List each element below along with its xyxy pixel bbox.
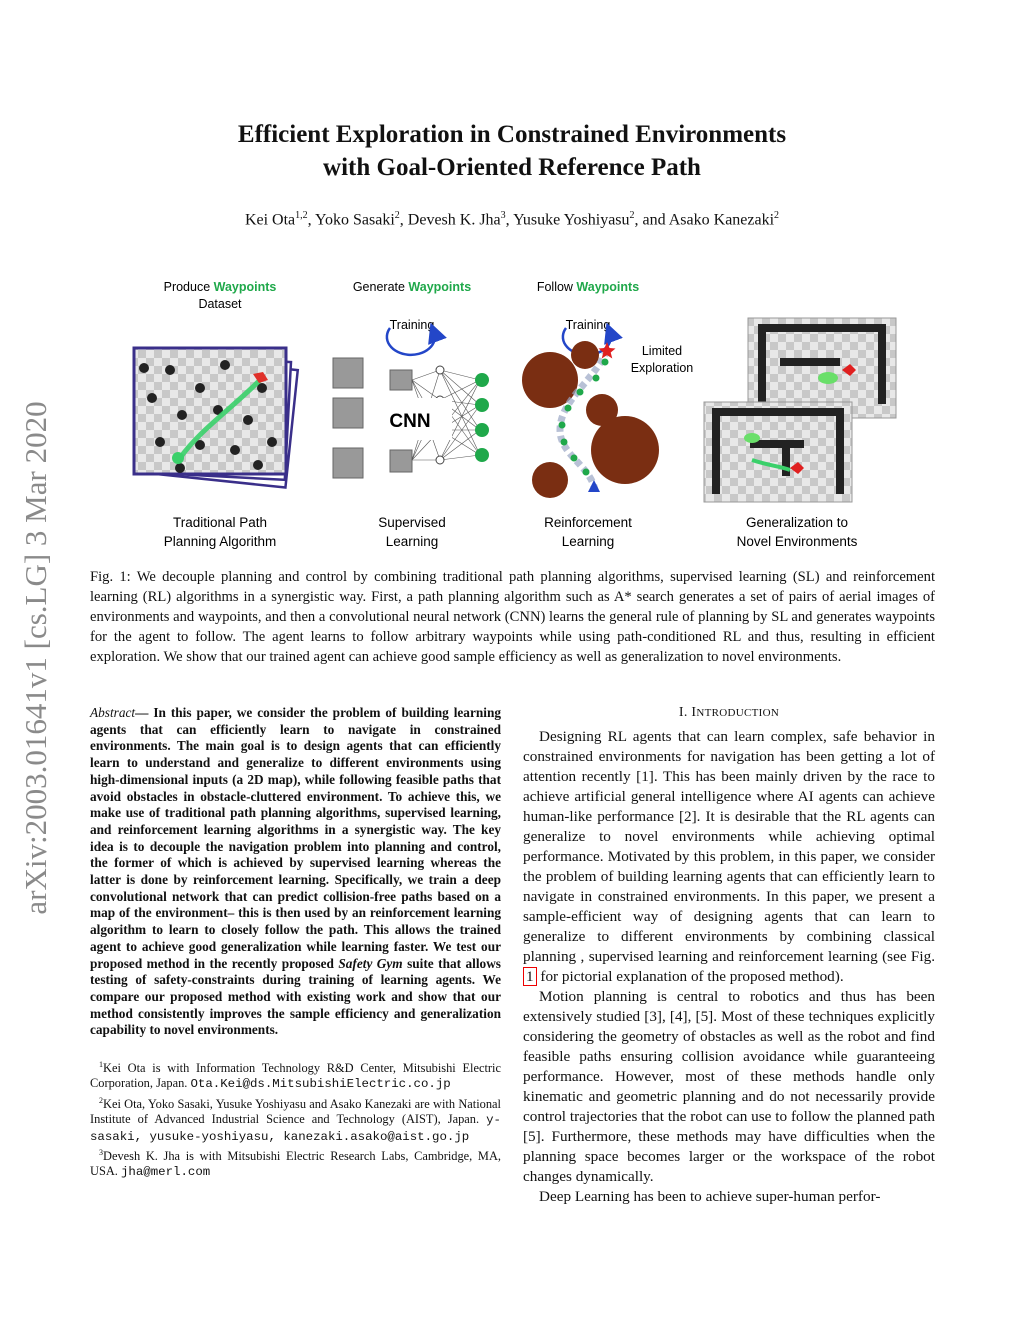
- author-affiliation: 2: [629, 210, 635, 221]
- title-line-2: with Goal-Oriented Reference Path: [323, 154, 701, 181]
- author-name: Asako Kanezaki: [668, 211, 775, 229]
- stage2-caption: Supervised: [378, 515, 446, 530]
- stage3-caption-2: Learning: [561, 534, 615, 549]
- cnn-network: [333, 358, 489, 478]
- stage1-caption-2: Planning Algorithm: [163, 534, 277, 549]
- limited-exploration-label: Limited: [641, 344, 683, 358]
- stage1-caption: Traditional Path: [172, 515, 268, 530]
- author-name: Yusuke Yoshiyasu: [513, 211, 630, 229]
- arxiv-sidebar: [18, 355, 54, 960]
- paragraph: Motion planning is central to robotics and thus has been extensively studied [3], [4], [5]. Most of these techniques explicitly considering the geometry of obstacles as well as the robot and find feasible paths ensuring collision avoidance while guaranteeing performance. However, most of these methods handle only kinematic and geometric planning and do not necessarily provide control trajectories that the robot can use to follow the planned path [5]. Furthermore, these methods may have difficulties when the planning space becomes larger or the workspace of the robot changes dynamically.: [523, 988, 935, 1185]
- stage4-caption-2: Novel Environments: [736, 534, 858, 549]
- figure-diagram: [90, 270, 935, 560]
- abstract-lead: Abstract: [90, 705, 136, 720]
- novel-environment-renders: [704, 318, 896, 502]
- stage1-label-2: Dataset: [198, 297, 242, 311]
- paper-title: [0, 118, 1024, 184]
- training-label-2: Training: [565, 318, 611, 332]
- right-column: [523, 705, 935, 1207]
- footnote: $^2$Kei Ota, Yoko Sasaki, Yusuke Yoshiyasu and Asako Kanezaki are with National Institute of Advanced Industrial Science and Technology (AIST), Japan. y-sasaki, yusuke-yoshiyasu, kanezaki.asako@aist.go.jp: [90, 1095, 501, 1144]
- author-name: Yoko Sasaki: [315, 211, 395, 229]
- paragraph: Deep Learning has been to achieve super-human perfor-: [539, 1188, 881, 1205]
- author-list: Kei Ota$^{1,2}$, Yoko Sasaki$^2$, Devesh K. Jha$^3$, Yusuke Yoshiyasu$^2$, and Asako Kanezaki$^2$: [244, 210, 780, 229]
- footnote: $^3$Devesh K. Jha is with Mitsubishi Electric Research Labs, Cambridge, MA, USA. jha@merl.com: [90, 1147, 501, 1180]
- paragraph: Designing RL agents that can learn complex, safe behavior in constrained environments for navigation has been getting a lot of attention recently [1]. This has been mainly driven by the race to achieve artificial general intelligence where AI agents can achieve human-like performance [2]. It is desirable that the RL agents can generalize to novel environments while achieving optimal performance. Motivated by this problem, in this paper, we consider the problem of building learning agents that can efficiently learn to navigate in constrained environments. In this paper, we present a sample-efficient way of designing agents that can learn to generalize to different environments by combining classical planning , supervised learning and reinforcement learning (see Fig. 1 for pictorial explanation of the proposed method).: [523, 728, 935, 985]
- footnote: $^1$Kei Ota is with Information Technology R&D Center, Mitsubishi Electric Corporation, Japan. Ota.Kei@ds.MitsubishiElectric.co.jp: [90, 1060, 501, 1092]
- author-affiliation: 2: [394, 210, 400, 221]
- figure-reference-link[interactable]: 1: [523, 967, 537, 986]
- arxiv-identifier: arXiv:2003.01641v1 [cs.LG] 3 Mar 2020: [18, 400, 53, 915]
- left-column: [90, 705, 501, 1181]
- introduction-body: [523, 727, 935, 1207]
- section-heading-introduction: I. INTRODUCTION: [678, 705, 780, 720]
- stage1-label: Produce Waypoints: [163, 280, 277, 294]
- stage2-label: Generate Waypoints: [352, 280, 472, 294]
- author-affiliation: 1,2: [295, 210, 308, 221]
- waypoint-dataset-maps: [134, 348, 298, 488]
- stage4-caption: Generalization to: [745, 515, 849, 530]
- author-name: Kei Ota: [244, 211, 296, 229]
- figure-caption: Fig. 1: We decouple planning and control by combining traditional path planning algorithms, supervised learning (SL) and reinforcement learning (RL) algorithms in a synergistic way. First, a path planning algorithm such as A* search generates a set of pairs of aerial images of environments and waypoints, and then a convolutional neural network (CNN) learns the general rule of planning by SL and generates waypoints for the agent to follow. The agent learns to follow arbitrary waypoints while using path-conditioned RL and thus, resulting in efficient exploration. We show that our trained agent can achieve good sample efficiency as well as generalization to novel environments.: [90, 569, 935, 665]
- title-line-1: Efficient Exploration in Constrained Environments: [237, 121, 787, 148]
- abstract: Abstract— In this paper, we consider the problem of building learning agents that can efficiently learn to navigate in constrained environments. The main goal is to design agents that can efficiently learn to understand and generalize to different environments using high-dimensional inputs (a 2D map), while following feasible paths that avoid obstacles in obstacle-cluttered environment. To achieve this, we make use of traditional path planning algorithms, supervised learning, and reinforcement learning algorithms in a synergistic way. The key idea is to decouple the navigation problem into planning and control, the former of which is achieved by supervised learning whereas the latter is done by reinforcement learning. Specifically, we train a deep convolutional network that can predict collision-free paths based on a map of the environment– this is then used by an reinforcement learning algorithm to learn to closely follow the path. This allows the trained agent to achieve good generalization while learning faster. We test our proposed method in the recently proposed Safety Gym suite that allows testing of safety-constraints during training of learning agents. We compare our proposed method with existing work and show that our method consistently improves the sample efficiency and generalization capability to novel environments.: [90, 705, 501, 1038]
- training-label: Training: [389, 318, 435, 332]
- stage2-caption-2: Learning: [385, 534, 439, 549]
- author-name: Devesh K. Jha: [407, 211, 501, 229]
- author-affiliation: 2: [774, 210, 780, 221]
- footnotes: [90, 1057, 501, 1180]
- author-affiliation: 3: [500, 210, 506, 221]
- stage3-label: Follow Waypoints: [536, 280, 640, 294]
- figure-1: [90, 270, 935, 560]
- limited-exploration-label-2: Exploration: [630, 361, 694, 375]
- cnn-label: CNN: [389, 411, 431, 432]
- training-cycle-arrow: [387, 328, 435, 355]
- stage3-caption: Reinforcement: [544, 515, 632, 530]
